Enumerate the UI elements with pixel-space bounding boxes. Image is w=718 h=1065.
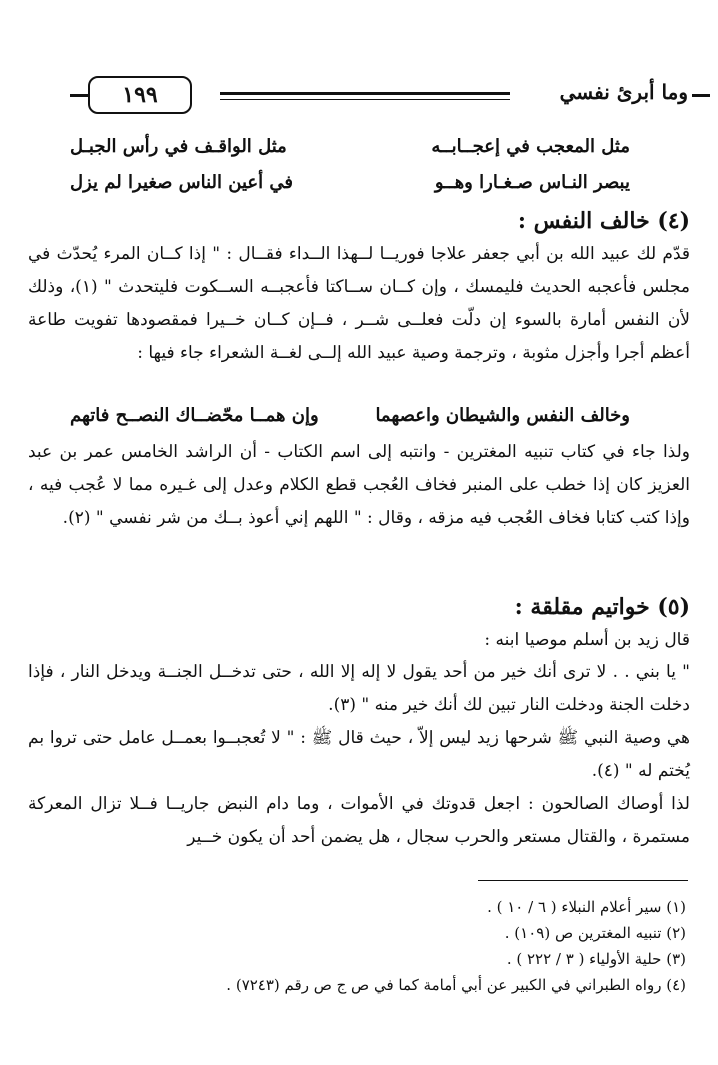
header-rule-thin (220, 99, 510, 100)
body-paragraph: هي وصية النبي ﷺ شرحها زيد ليس إلاّ ، حيث قال ﷺ : " لا تُعجبــوا بعمــل عامل حتى تروا بم يُختم له " (٤). (28, 728, 690, 781)
footnotes (46, 894, 686, 998)
verse-hemistich-right: وخالف النفس والشيطان واعصهما (375, 405, 630, 426)
running-title: وما أبرئ نفسي (559, 80, 688, 104)
verse-line (70, 136, 630, 162)
header-dash-right (692, 94, 710, 97)
verse-line (70, 405, 630, 431)
section-heading: (٥) خواتيم مقلقة : (514, 594, 690, 620)
body-paragraph: قدّم لك عبيد الله بن أبي جعفر علاجا فوريــا لــهذا الــداء فقــال : " إذا كــان المرء يُحدّث في مجلس فأعجبه الحديث فليمسك ، وإن كــان ســاكتا فأعجبــه الســكوت فليتحدث " (١)، وذلك لأن النفس أمارة بالسوء إن دلّت فعلــى شــر ، فــإن كــان خــيرا فمقصودها تفويت طاعة أعظم أجرا وأجزل مثوبة ، وترجمة وصية عبيد الله إلــى لغــة الشعراء جاء فيها : (28, 244, 691, 363)
quote-paragraph: " يا بني . . لا ترى أنك خير من أحد يقول لا إله إلا الله ، حتى تدخــل الجنــة ويدخل النار ، فإذا دخلت الجنة ودخلت النار تبين لك أنك خير منه " (٣). (28, 662, 691, 715)
header-dash-left (70, 94, 88, 97)
verse-hemistich-right: يبصر النـاس صـغـارا وهــو (434, 172, 630, 193)
header-rule-thick (220, 92, 510, 95)
verse-hemistich-left: وإن همــا محّضــاك النصــح فاتهم (70, 405, 319, 426)
section-heading: (٤) خالف النفس : (517, 208, 690, 234)
body-paragraph: لذا أوصاك الصالحون : اجعل قدوتك في الأموات ، وما دام النبض جاريــا فــلا تزال المعركة مستمرة ، والقتال مستعر والحرب سجال ، هل يضمن أحد أن يكون خــير (28, 794, 690, 847)
verse-hemistich-left: مثل الواقـف في رأس الجبـل (70, 136, 287, 157)
body-paragraph: قال زيد بن أسلم موصيا ابنه : (484, 630, 690, 650)
verse-line (70, 172, 630, 198)
footnote: (٤) رواه الطبراني في الكبير عن أبي أمامة كما في ص ج ص رقم (٧٢٤٣) . (226, 976, 686, 994)
body-paragraph: ولذا جاء في كتاب تنبيه المغترين - وانتبه إلى اسم الكتاب - أن الراشد الخامس عمر بن عبد العزيز كان إذا خطب على المنبر فخاف العُجب قطع الكلام وعدل إلى غـيره مما لا عُجب فيه ، وإذا كتب كتابا فخاف العُجب فيه مزقه ، وقال : " اللهم إني أعوذ بــك من شر نفسي " (٢). (28, 442, 690, 528)
footnote: (٢) تنبيه المغترين ص (١٠٩) . (504, 924, 686, 942)
footnote: (١) سير أعلام النبلاء ( ٦ / ١٠ ) . (487, 898, 686, 916)
page-header (70, 78, 710, 120)
footnote-separator (478, 880, 688, 881)
page-number: ١٩٩ (88, 76, 192, 114)
verse-hemistich-right: مثل المعجب في إعجــابــه (431, 136, 630, 157)
verse-hemistich-left: في أعين الناس صغيرا لم يزل (70, 172, 294, 193)
footnote: (٣) حلية الأولياء ( ٣ / ٢٢٢ ) . (506, 950, 686, 968)
